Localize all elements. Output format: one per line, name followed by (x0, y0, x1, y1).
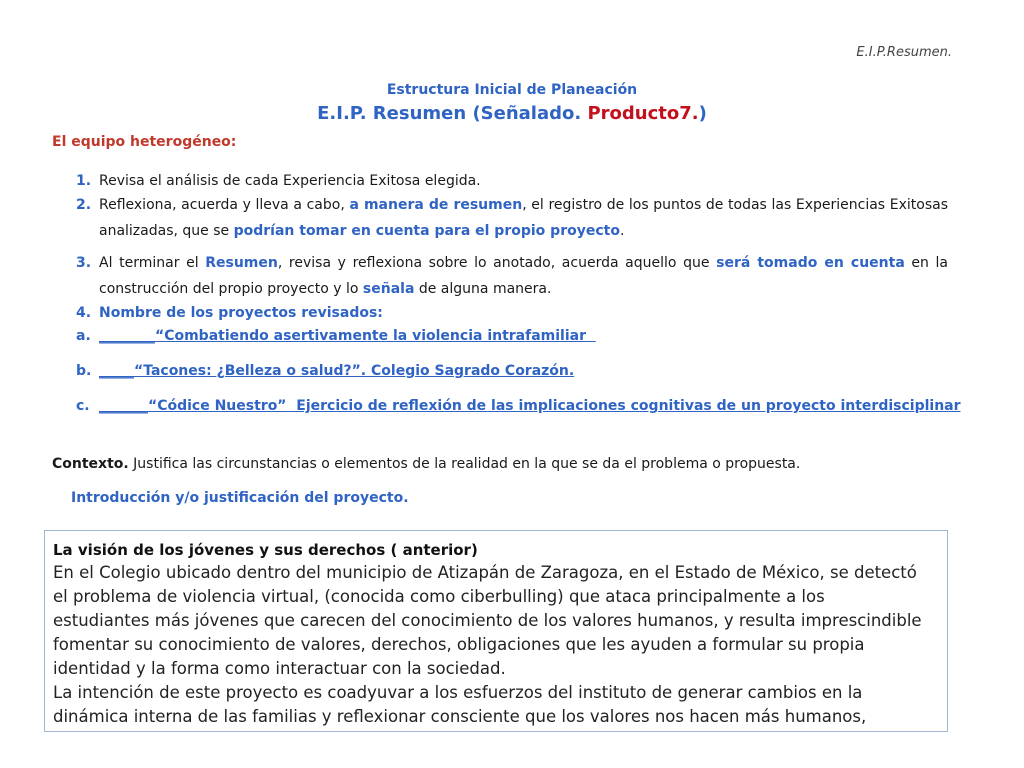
step-item (76, 168, 948, 194)
project-item (76, 328, 956, 344)
step-fragment: , revisa y reflexiona sobre lo anotado, acuerda aquello que (277, 255, 717, 271)
subtitle-prefix: E.I.P. Resumen (Señalado. (317, 103, 588, 124)
step-fragment: en la construcción del propio proyecto y lo (99, 255, 948, 297)
subtitle-suffix: ) (698, 103, 707, 124)
box-title: La visión de los jóvenes y sus derechos ( anterior) (53, 541, 478, 559)
contexto-text: Justifica las circunstancias o elementos de la realidad en la que se da el problema o propuesta. (128, 456, 801, 472)
step-number: 4. (76, 305, 92, 321)
step-emphasis: a manera de resumen (349, 197, 523, 213)
subtitle-product: Producto7. (587, 103, 699, 124)
step-text (99, 250, 948, 302)
document-title: Estructura Inicial de Planeación (386, 82, 638, 98)
team-heading: El equipo heterogéneo: (52, 134, 237, 150)
step-number: 2. (76, 197, 92, 213)
project-link[interactable]: _____“Tacones: ¿Belleza o salud?”. Colegio Sagrado Corazón. (99, 363, 575, 379)
box-line: En el Colegio ubicado dentro del municipio de Atizapán de Zaragoza, en el Estado de México, se detectó (53, 563, 917, 582)
step-emphasis: Resumen (205, 255, 278, 271)
step-emphasis: será tomado en cuenta (716, 255, 905, 271)
step-number: 3. (76, 255, 92, 271)
document-subtitle (0, 103, 1024, 124)
step-item (76, 192, 948, 244)
step-number: 1. (76, 173, 92, 189)
step-fragment: , el registro de los puntos de todas las Experiencias Exitosas analizadas, que se (99, 197, 948, 239)
justification-box (44, 530, 948, 732)
box-line: La intención de este proyecto es coadyuvar a los esfuerzos del instituto de generar cambios en la (53, 683, 863, 702)
box-line: dinámica interna de las familias y reflexionar consciente que los valores nos hacen más humanos, (53, 707, 867, 726)
contexto-paragraph (52, 456, 800, 472)
step-item (76, 250, 948, 302)
step-fragment: Revisa el análisis de cada Experiencia Exitosa elegida. (99, 173, 481, 189)
contexto-label: Contexto. (52, 456, 129, 472)
intro-heading: Introducción y/o justificación del proyecto. (71, 490, 409, 506)
box-line: estudiantes más jóvenes que carecen del conocimiento de los valores humanos, y resulta imprescindible (53, 611, 922, 630)
project-item (76, 398, 961, 414)
project-item (76, 363, 956, 379)
step-fragment: Al terminar el (99, 255, 206, 271)
project-link[interactable]: ________“Combatiendo asertivamente la violencia intrafamiliar (99, 328, 596, 344)
step-fragment: de alguna manera. (414, 281, 552, 297)
step-text (99, 300, 948, 326)
step-fragment: Reflexiona, acuerda y lleva a cabo, (99, 197, 350, 213)
step-emphasis: señala (362, 281, 415, 297)
step-text (99, 168, 948, 194)
project-letter: b. (76, 363, 92, 379)
box-line: fomentar su conocimiento de valores, derechos, obligaciones que les ayuden a formular su propia (53, 635, 865, 654)
project-link[interactable]: _______“Códice Nuestro” Ejercicio de reflexión de las implicaciones cognitivas de un proyecto interdisciplinar (99, 398, 961, 414)
box-line: el problema de violencia virtual, (conocida como ciberbulling) que ataca principalmente a los (53, 587, 825, 606)
project-letter: a. (76, 328, 91, 344)
box-line: identidad y la forma como interactuar con la sociedad. (53, 659, 506, 678)
project-letter: c. (76, 398, 90, 414)
step-item (76, 300, 948, 326)
step-emphasis: podrían tomar en cuenta para el propio proyecto (233, 223, 620, 239)
step-text (99, 192, 948, 244)
step-emphasis: Nombre de los proyectos revisados: (99, 305, 383, 321)
box-body (53, 561, 939, 729)
step-fragment: . (619, 223, 625, 239)
header-reference: E.I.P.Resumen. (856, 45, 952, 60)
